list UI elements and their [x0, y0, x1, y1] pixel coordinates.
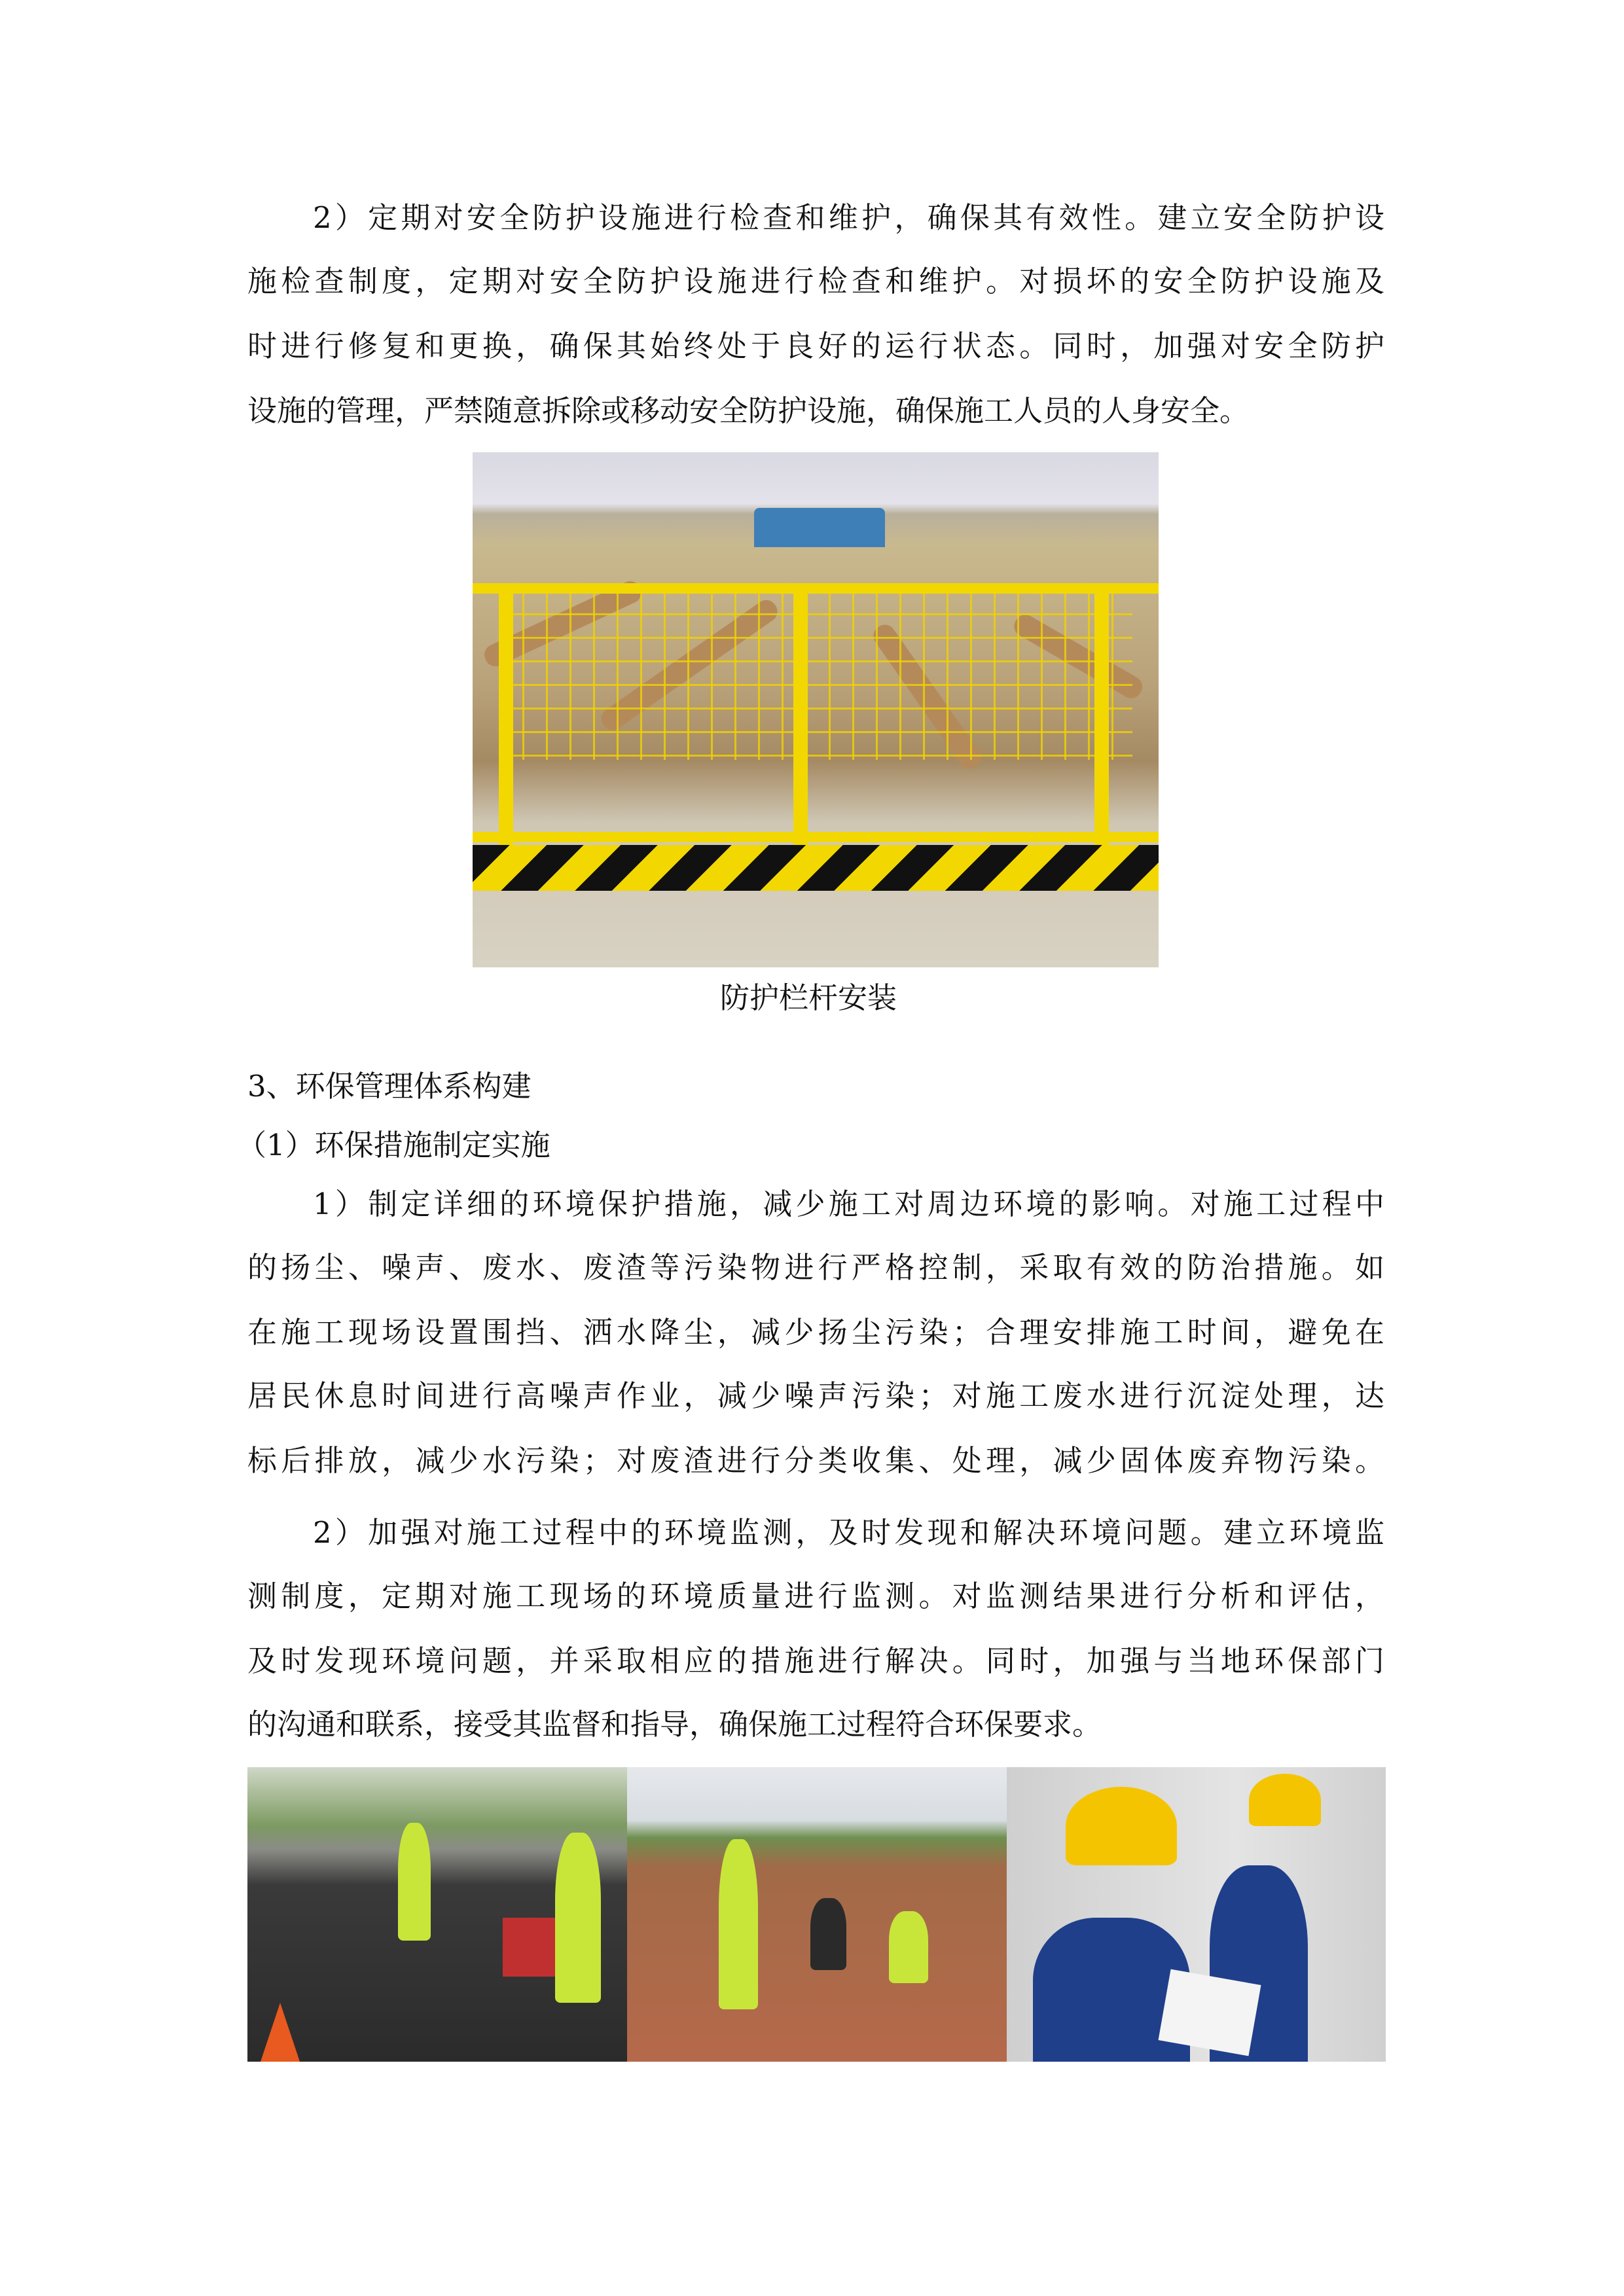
traffic-cone: [261, 2003, 300, 2062]
worker: [810, 1898, 846, 1970]
section-subheading: （1）环保措施制定实施: [237, 1128, 550, 1162]
worker: [719, 1839, 758, 2009]
worker: [398, 1823, 431, 1941]
text-line: 时进行修复和更换，确保其始终处于良好的运行状态。同时，加强对安全防护: [247, 329, 1384, 363]
figure-caption: 防护栏杆安装: [720, 980, 897, 1015]
fence-rail: [473, 583, 1159, 594]
text-line: 在施工现场设置围挡、洒水降尘，减少扬尘污染；合理安排施工时间，避免在: [247, 1315, 1384, 1350]
fence-rail: [473, 832, 1159, 842]
hard-hat: [1066, 1787, 1177, 1865]
text-line: 测制度，定期对施工现场的环境质量进行监测。对监测结果进行分析和评估，: [247, 1579, 1384, 1613]
tarp-tent: [754, 508, 885, 547]
hazard-stripe-board: [473, 845, 1159, 891]
section-heading: 3、环保管理体系构建: [247, 1069, 532, 1103]
fence-mesh: [499, 590, 1132, 760]
worker: [555, 1833, 601, 2003]
text-line: 的扬尘、噪声、废水、废渣等污染物进行严格控制，采取有效的防治措施。如: [247, 1250, 1384, 1285]
roadbed-survey-photo: [627, 1767, 1007, 2062]
text-line: 2）定期对安全防护设施进行检查和维护，确保其有效性。建立安全防护设: [313, 200, 1384, 235]
text-line: 施检查制度，定期对安全防护设施进行检查和维护。对损坏的安全防护设施及: [247, 264, 1384, 298]
road-monitoring-photo: [247, 1767, 627, 2062]
equipment: [503, 1918, 555, 1977]
text-line: 及时发现环境问题，并采取相应的措施进行解决。同时，加强与当地环保部门: [247, 1643, 1384, 1678]
text-line: 标后排放，减少水污染；对废渣进行分类收集、处理，减少固体废弃物污染。: [247, 1443, 1384, 1478]
text-line: 设施的管理，严禁随意拆除或移动安全防护设施，确保施工人员的人身安全。: [247, 393, 1250, 428]
text-line: 的沟通和联系，接受其监督和指导，确保施工过程符合环保要求。: [247, 1707, 1102, 1742]
text-line: 2）加强对施工过程中的环境监测，及时发现和解决环境问题。建立环境监: [313, 1515, 1384, 1550]
wall-inspection-photo: [1007, 1767, 1386, 2062]
text-line: 1）制定详细的环境保护措施，减少施工对周边环境的影响。对施工过程中: [313, 1187, 1384, 1221]
text-line: 居民休息时间进行高噪声作业，减少噪声污染；对施工废水进行沉淀处理，达: [247, 1378, 1384, 1413]
guardrail-installation-photo: [473, 452, 1159, 967]
worker: [889, 1911, 928, 1983]
hard-hat: [1249, 1774, 1321, 1826]
